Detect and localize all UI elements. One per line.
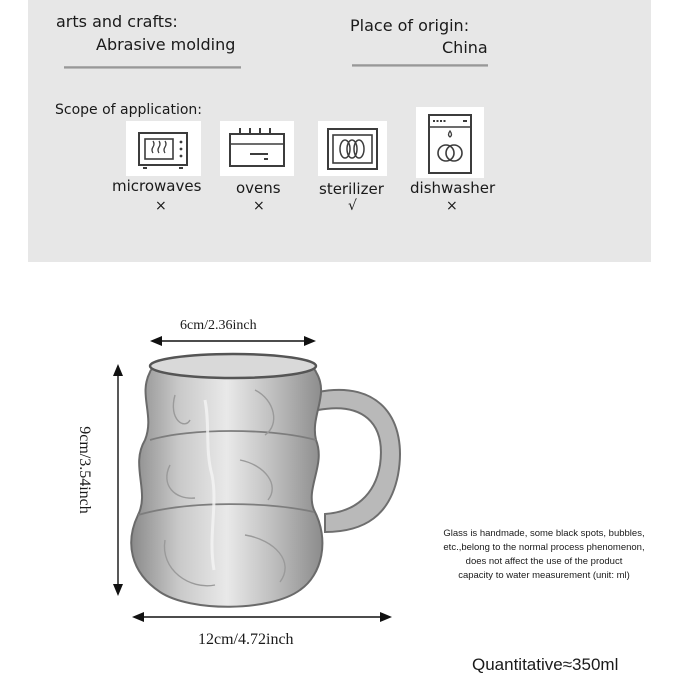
oven-icon xyxy=(220,121,294,176)
application-label: Scope of application: xyxy=(55,102,202,118)
origin-value: China xyxy=(442,38,488,57)
height-dimension-label: 9cm/3.54inch xyxy=(76,426,93,514)
application-mark-dishwasher: × xyxy=(446,198,458,214)
craft-label: arts and crafts: xyxy=(56,12,178,31)
mouth-dimension-label: 6cm/2.36inch xyxy=(180,318,257,333)
application-mark-ovens: × xyxy=(253,198,265,214)
origin-divider xyxy=(352,64,488,67)
capacity-label: Quantitative≈350ml xyxy=(472,655,619,674)
width-dimension-label: 12cm/4.72inch xyxy=(198,631,294,648)
application-name-dishwasher: dishwasher xyxy=(410,179,496,197)
note-line: etc.,belong to the normal process phenomenon, xyxy=(443,542,645,553)
application-mark-sterilizer: √ xyxy=(348,198,357,214)
application-name-sterilizer: sterilizer xyxy=(319,180,384,198)
dishwasher-icon xyxy=(416,107,484,178)
microwave-icon xyxy=(126,121,201,176)
note-line: does not affect the use of the product xyxy=(465,556,623,567)
note-line: Glass is handmade, some black spots, bubbles, xyxy=(443,528,645,539)
craft-value: Abrasive molding xyxy=(96,35,236,54)
note-line: capacity to water measurement (unit: ml) xyxy=(458,570,630,581)
handmade-note xyxy=(416,527,672,583)
application-name-ovens: ovens xyxy=(236,179,281,197)
craft-divider xyxy=(64,66,241,69)
glass-mug-illustration xyxy=(0,300,700,660)
sterilizer-icon xyxy=(318,121,387,176)
application-mark-microwaves: × xyxy=(155,198,167,214)
application-name-microwaves: microwaves xyxy=(112,177,202,195)
origin-label: Place of origin: xyxy=(350,16,470,35)
